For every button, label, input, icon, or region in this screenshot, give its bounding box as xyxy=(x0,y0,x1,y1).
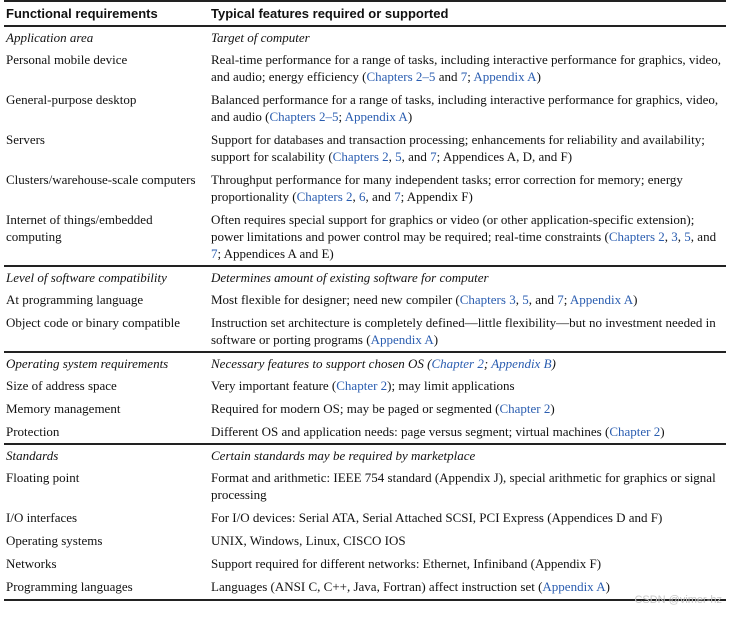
cell-text: ) xyxy=(407,109,413,124)
cell-text: ) xyxy=(550,401,555,416)
requirement-cell: Internet of things/embedded computing xyxy=(6,212,153,244)
table-row xyxy=(4,168,726,208)
section-row xyxy=(4,26,726,48)
cell-text: ; Appendices A, D, and F) xyxy=(436,149,573,164)
cell-text: Support for databases and transaction processing; enhancements for reliability and availability; support for scalability ( xyxy=(211,132,705,164)
requirement-cell: I/O interfaces xyxy=(6,510,78,525)
watermark: CSDN @vimer-hz xyxy=(634,594,722,606)
cell-text: UNIX, Windows, Linux, CISCO IOS xyxy=(211,533,406,548)
cell-text: Support required for different networks: Ethernet, Infiniband (Appendix F) xyxy=(211,556,602,571)
reference-link[interactable]: Chapters 3 xyxy=(459,292,516,307)
reference-link[interactable]: 7 xyxy=(211,246,218,261)
cell-text: Target of computer xyxy=(211,30,310,45)
cell-text: Throughput performance for many independent tasks; error correction for memory; energy proportionality ( xyxy=(211,172,683,204)
reference-link[interactable]: Chapters 2 xyxy=(332,149,389,164)
cell-text: ; Appendix F) xyxy=(400,189,473,204)
cell-text: , xyxy=(352,189,360,204)
cell-text: , xyxy=(677,229,685,244)
table-header-row xyxy=(4,1,726,26)
cell-text: Languages (ANSI C, C++, Java, Fortran) affect instruction set ( xyxy=(211,579,543,594)
cell-text: ; xyxy=(467,69,474,84)
reference-link[interactable]: 5 xyxy=(395,149,402,164)
reference-link[interactable]: 7 xyxy=(394,189,401,204)
requirement-cell: Memory management xyxy=(6,401,121,416)
requirement-cell: Personal mobile device xyxy=(6,52,128,67)
reference-link[interactable]: Chapter 2 xyxy=(609,424,661,439)
reference-link[interactable]: 7 xyxy=(557,292,564,307)
reference-link[interactable]: 6 xyxy=(359,189,366,204)
table-row xyxy=(4,466,726,506)
cell-text: Certain standards may be required by marketplace xyxy=(211,448,476,463)
requirement-cell: Size of address space xyxy=(6,378,117,393)
section-title: Level of software compatibility xyxy=(4,266,211,288)
section-title: Application area xyxy=(6,30,94,45)
cell-text: ) xyxy=(605,579,610,594)
feature-cell xyxy=(211,420,726,444)
section-row xyxy=(4,266,726,288)
feature-cell xyxy=(211,552,726,575)
requirements-table xyxy=(4,0,726,601)
cell-text: For I/O devices: Serial ATA, Serial Attached SCSI, PCI Express (Appendices D and F) xyxy=(211,510,663,525)
table-row xyxy=(4,552,726,575)
cell-text: Instruction set architecture is completely defined—little flexibility—but no investment needed in software or porting programs ( xyxy=(211,315,716,347)
feature-cell xyxy=(211,397,726,420)
table-row xyxy=(4,311,726,352)
reference-link[interactable]: Appendix A xyxy=(344,109,408,124)
cell-text: Often requires special support for graphics or video (or other application-specific extension); power limitations and power control may be required; real-time constraints ( xyxy=(211,212,695,244)
table-row xyxy=(4,128,726,168)
section-description xyxy=(211,352,726,374)
table-body xyxy=(4,26,726,600)
table-row xyxy=(4,374,726,397)
table-row xyxy=(4,88,726,128)
reference-link[interactable]: Appendix A xyxy=(473,69,537,84)
cell-text: ) xyxy=(433,332,439,347)
table-row xyxy=(4,48,726,88)
cell-text: ) xyxy=(633,292,638,307)
feature-cell xyxy=(211,311,726,352)
feature-cell xyxy=(211,48,726,88)
section-description xyxy=(211,444,726,466)
cell-text: ); may limit applications xyxy=(387,378,515,393)
reference-link[interactable]: Chapters 2 xyxy=(608,229,665,244)
requirement-cell: General-purpose desktop xyxy=(6,92,137,107)
header-functional-requirements: Functional requirements xyxy=(4,1,211,26)
reference-link[interactable]: 7 xyxy=(460,69,468,84)
feature-cell xyxy=(211,128,726,168)
cell-text: Real-time performance for a range of tasks, including interactive performance for graphics, video, and audio; energy efficiency ( xyxy=(211,52,722,84)
requirement-cell: At programming language xyxy=(6,292,144,307)
cell-text: , xyxy=(664,229,672,244)
reference-link[interactable]: Appendix A xyxy=(542,579,606,594)
cell-text: , xyxy=(388,149,396,164)
table-row xyxy=(4,208,726,266)
cell-text: Determines amount of existing software for computer xyxy=(211,270,489,285)
requirement-cell: Servers xyxy=(6,132,45,147)
cell-text: ; xyxy=(563,292,570,307)
table-row xyxy=(4,506,726,529)
cell-text: , and xyxy=(365,189,395,204)
cell-text: Required for modern OS; may be paged or segmented ( xyxy=(211,401,500,416)
requirement-cell: Clusters/warehouse-scale computers xyxy=(6,172,196,187)
reference-link[interactable]: Chapters 2 xyxy=(296,189,353,204)
feature-cell xyxy=(211,506,726,529)
requirement-cell: Networks xyxy=(6,556,57,571)
reference-link[interactable]: Chapter 2 xyxy=(499,401,551,416)
cell-text: , and xyxy=(528,292,558,307)
reference-link[interactable]: 5 xyxy=(684,229,691,244)
section-row xyxy=(4,444,726,466)
table-row xyxy=(4,529,726,552)
cell-text: Format and arithmetic: IEEE 754 standard (Appendix J), special arithmetic for graphics or signal processing xyxy=(211,470,716,502)
section-description xyxy=(211,26,726,48)
cell-text: Very important feature ( xyxy=(211,378,337,393)
cell-text: ) xyxy=(551,356,556,371)
feature-cell xyxy=(211,208,726,266)
section-title: Standards xyxy=(4,444,211,466)
cell-text: , xyxy=(515,292,523,307)
requirement-cell: Floating point xyxy=(6,470,80,485)
reference-link[interactable]: 7 xyxy=(430,149,437,164)
reference-link[interactable]: Appendix A xyxy=(569,292,634,307)
reference-link[interactable]: Appendix B xyxy=(491,356,552,371)
table-row xyxy=(4,397,726,420)
cell-text: and xyxy=(435,69,461,84)
reference-link[interactable]: Chapter 2 xyxy=(431,356,484,371)
reference-link[interactable]: 5 xyxy=(522,292,529,307)
cell-text: ; Appendices A and E) xyxy=(217,246,334,261)
feature-cell xyxy=(211,168,726,208)
cell-text: ) xyxy=(536,69,541,84)
cell-text: Different OS and application needs: page versus segment; virtual machines ( xyxy=(211,424,610,439)
reference-link[interactable]: Chapters 2–5 xyxy=(366,69,436,84)
feature-cell xyxy=(211,288,726,311)
cell-text: ; xyxy=(483,356,492,371)
cell-text: ) xyxy=(660,424,665,439)
reference-link[interactable]: Appendix A xyxy=(370,332,434,347)
reference-link[interactable]: Chapter 2 xyxy=(336,378,388,393)
section-title: Operating system requirements xyxy=(4,352,211,374)
section-row xyxy=(4,352,726,374)
feature-cell xyxy=(211,466,726,506)
requirement-cell: Protection xyxy=(6,424,60,439)
cell-text: Necessary features to support chosen OS ( xyxy=(211,356,432,371)
cell-text: ; xyxy=(338,109,345,124)
cell-text: , and xyxy=(690,229,717,244)
cell-text: , and xyxy=(401,149,431,164)
table-row xyxy=(4,288,726,311)
reference-link[interactable]: 3 xyxy=(671,229,678,244)
feature-cell xyxy=(211,374,726,397)
cell-text: Balanced performance for a range of tasks, including interactive performance for graphics, video, and audio ( xyxy=(211,92,719,124)
header-typical-features: Typical features required or supported xyxy=(211,1,726,26)
requirement-cell: Programming languages xyxy=(4,575,211,600)
requirement-cell: Operating systems xyxy=(6,533,103,548)
table-row xyxy=(4,420,726,444)
requirement-cell: Object code or binary compatible xyxy=(6,315,180,330)
table-row xyxy=(4,575,726,600)
section-description xyxy=(211,266,726,288)
feature-cell xyxy=(211,88,726,128)
reference-link[interactable]: Chapters 2–5 xyxy=(269,109,339,124)
cell-text: Most flexible for designer; need new compiler ( xyxy=(211,292,460,307)
feature-cell xyxy=(211,529,726,552)
